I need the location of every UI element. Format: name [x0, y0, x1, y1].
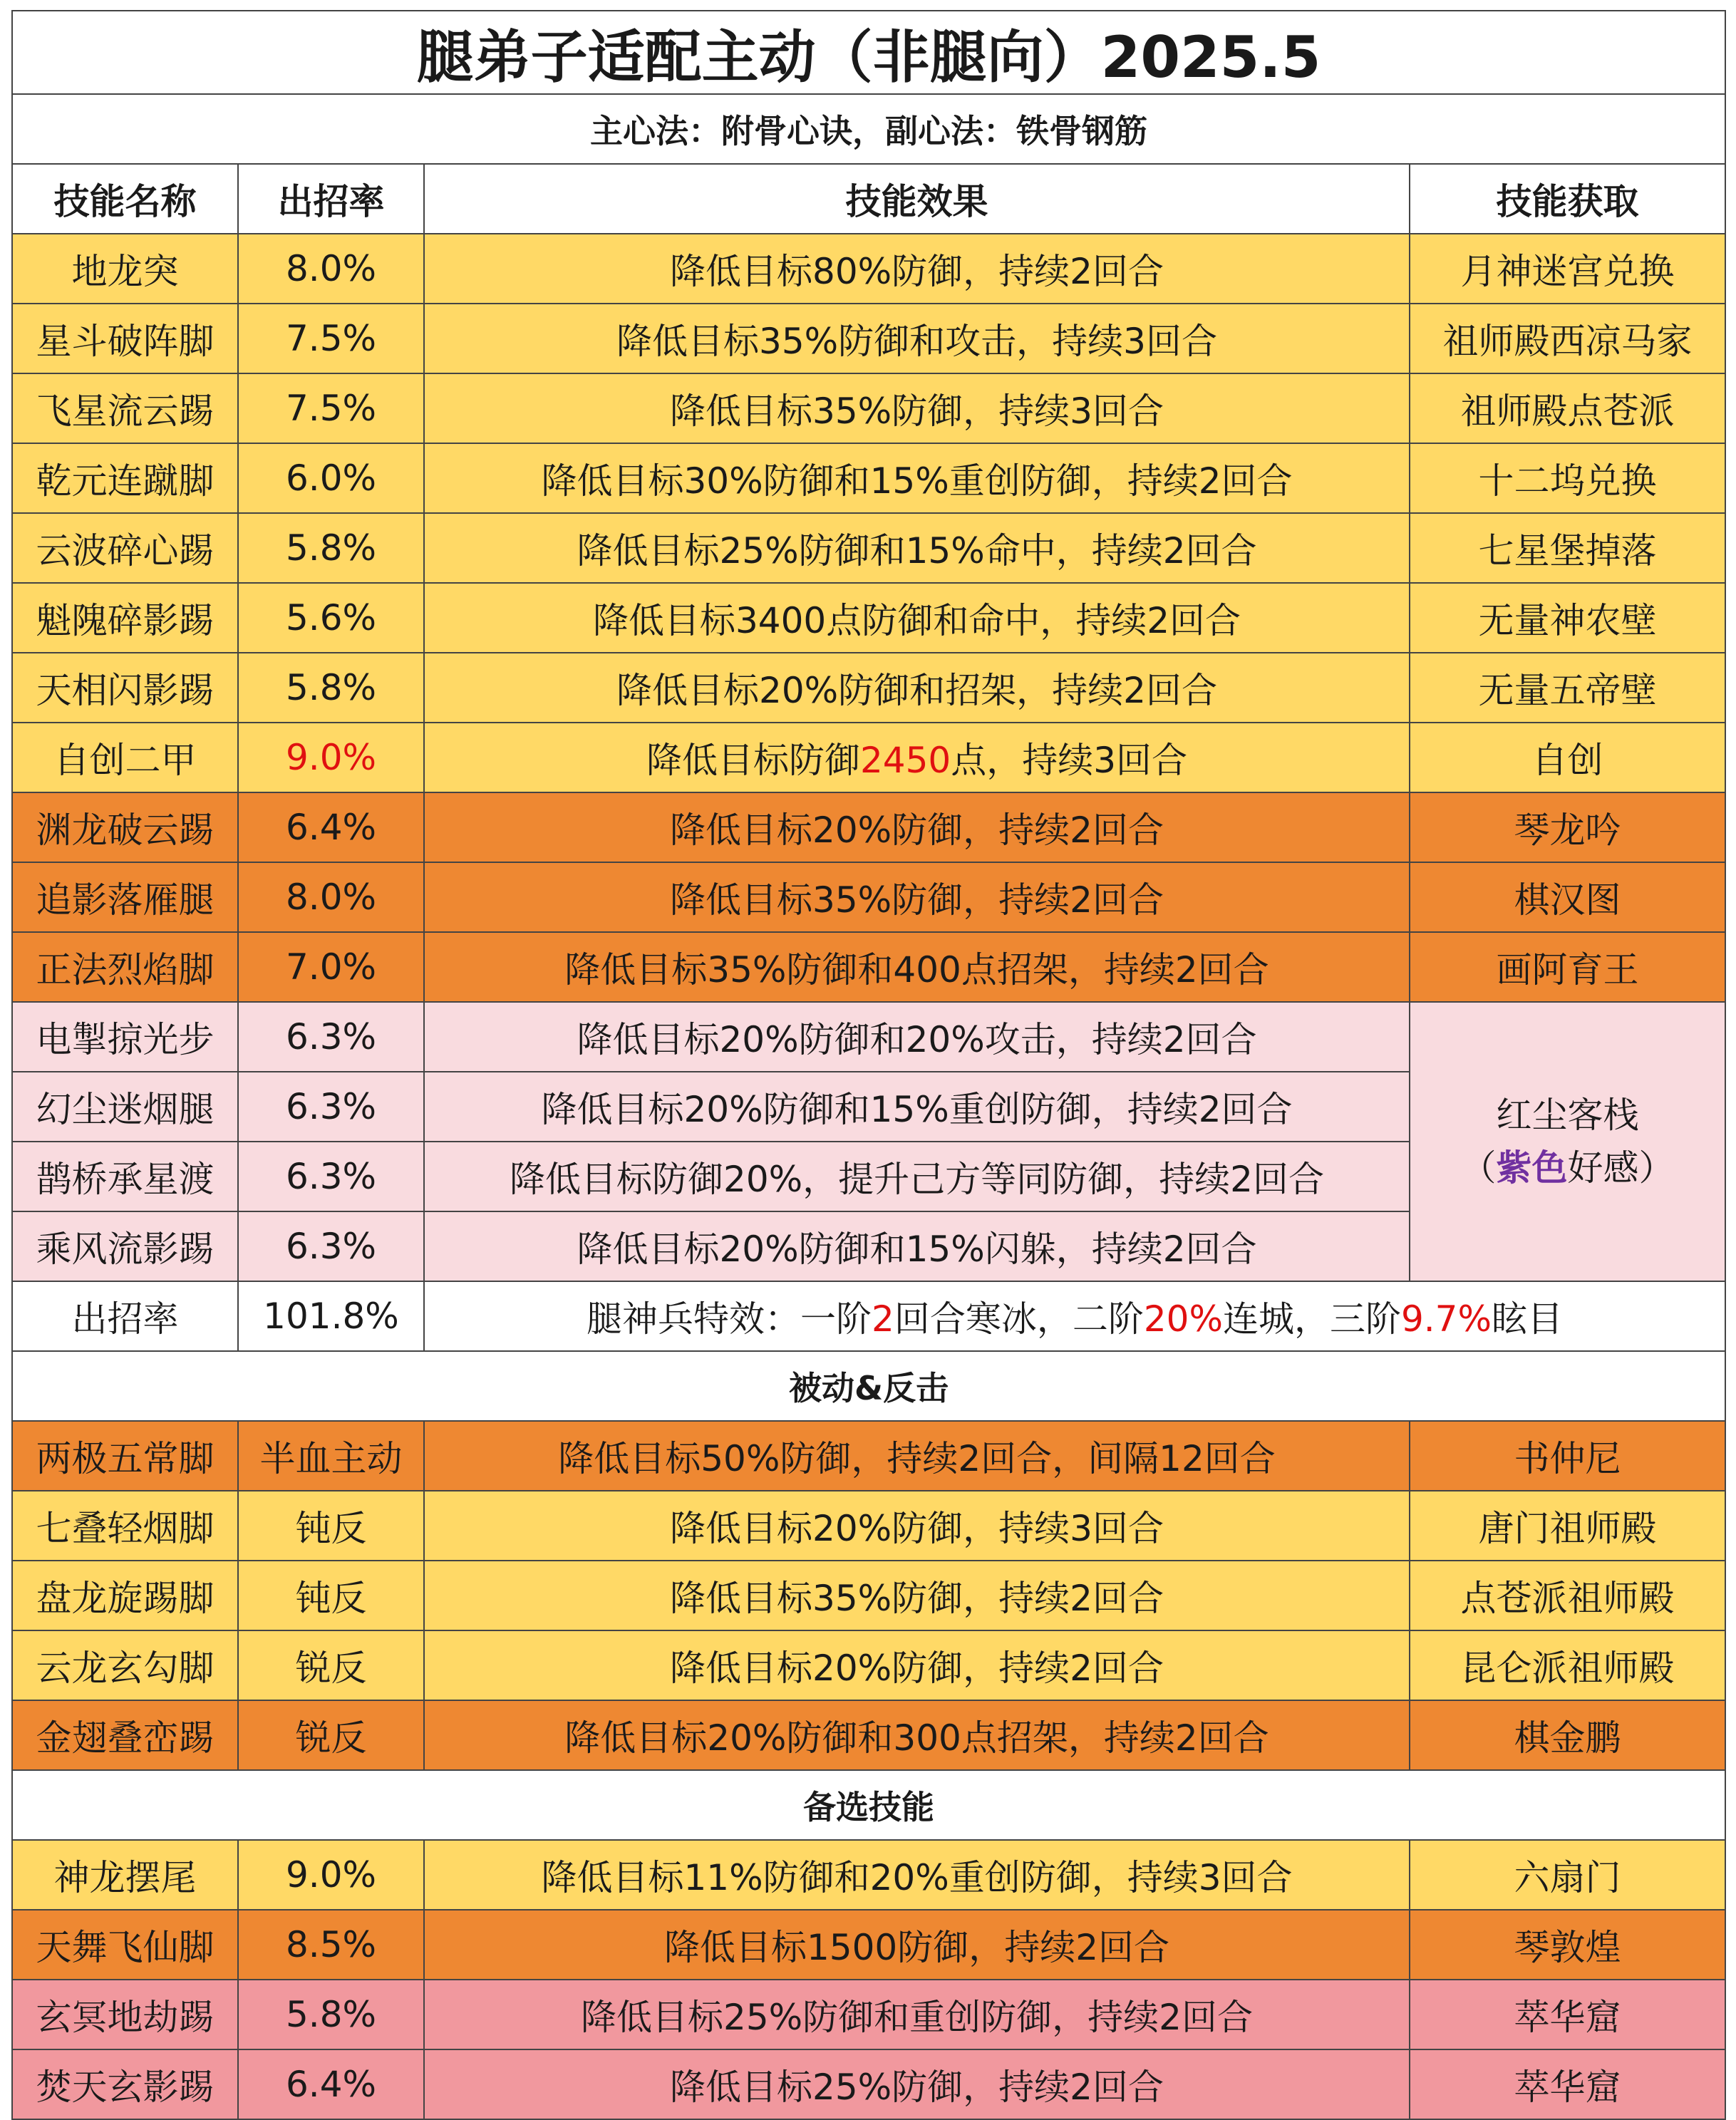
skill-rate: 5.8%: [238, 513, 424, 583]
skill-effect: 降低目标35%防御和400点招架，持续2回合: [424, 932, 1410, 1002]
table-row: [12, 2049, 1725, 2119]
skill-effect: 降低目标35%防御，持续2回合: [424, 862, 1410, 932]
skill-name: 云波碎心踢: [12, 513, 238, 583]
skill-name: 金翅叠峦踢: [12, 1700, 238, 1770]
total-label: 出招率: [12, 1281, 238, 1351]
skill-rate-highlight: 9.0%: [238, 723, 424, 792]
skill-name: 云龙玄勾脚: [12, 1630, 238, 1700]
skill-effect: 降低目标25%防御和15%命中，持续2回合: [424, 513, 1410, 583]
skill-name: 追影落雁腿: [12, 862, 238, 932]
header-rate: 出招率: [238, 164, 424, 234]
weapon-effect-highlight: 2: [872, 1298, 894, 1340]
skill-name: 天舞飞仙脚: [12, 1910, 238, 1980]
skill-source: 棋汉图: [1410, 862, 1725, 932]
skill-name: 星斗破阵脚: [12, 304, 238, 373]
skill-name: 飞星流云踢: [12, 373, 238, 443]
skill-rate: 8.0%: [238, 234, 424, 304]
skill-name: 两极五常脚: [12, 1421, 238, 1491]
skill-name: 乾元连蹴脚: [12, 443, 238, 513]
skill-effect: 降低目标20%防御，持续2回合: [424, 1630, 1410, 1700]
skill-effect: 降低目标20%防御，持续3回合: [424, 1491, 1410, 1561]
weapon-effect-highlight: 20%: [1143, 1298, 1223, 1340]
skill-name: 盘龙旋踢脚: [12, 1561, 238, 1630]
skill-rate: 6.3%: [238, 1072, 424, 1142]
skill-effect: 降低目标35%防御和攻击，持续3回合: [424, 304, 1410, 373]
skill-rate: 钝反: [238, 1491, 424, 1561]
skill-name: 七叠轻烟脚: [12, 1491, 238, 1561]
header-effect: 技能效果: [424, 164, 1410, 234]
skill-rate: 7.5%: [238, 304, 424, 373]
table-row: [12, 1421, 1725, 1491]
table-row: [12, 1840, 1725, 1910]
skill-rate: 7.5%: [238, 373, 424, 443]
table-row: [12, 1561, 1725, 1630]
skill-effect: 降低目标11%防御和20%重创防御，持续3回合: [424, 1840, 1410, 1910]
skill-source: 自创: [1410, 723, 1725, 792]
skill-source: 琴龙吟: [1410, 792, 1725, 862]
effect-text: 降低目标防御: [646, 740, 860, 781]
skill-effect: 降低目标30%防御和15%重创防御，持续2回合: [424, 443, 1410, 513]
skill-effect: 降低目标20%防御和15%重创防御，持续2回合: [424, 1072, 1410, 1142]
skill-rate: 9.0%: [238, 1840, 424, 1910]
skill-name: 自创二甲: [12, 723, 238, 792]
table-row: [12, 1002, 1725, 1072]
page-subtitle: 主心法：附骨心诀，副心法：铁骨钢筋: [12, 94, 1725, 164]
effect-highlight: 2450: [859, 740, 951, 781]
skill-effect: 降低目标防御20%，提升己方等同防御，持续2回合: [424, 1142, 1410, 1211]
skill-rate: 6.3%: [238, 1002, 424, 1072]
skill-name: 乘风流影踢: [12, 1211, 238, 1281]
skill-source: 棋金鹏: [1410, 1700, 1725, 1770]
skill-source: 昆仑派祖师殿: [1410, 1630, 1725, 1700]
skill-source: 书仲尼: [1410, 1421, 1725, 1491]
skill-effect: 降低目标80%防御，持续2回合: [424, 234, 1410, 304]
merged-source-line1: 红尘客栈: [1496, 1095, 1639, 1136]
skill-effect: 降低目标20%防御和招架，持续2回合: [424, 653, 1410, 723]
skill-rate: 5.8%: [238, 653, 424, 723]
table-row: [12, 862, 1725, 932]
table-row: [12, 1980, 1725, 2049]
skill-rate: 5.8%: [238, 1980, 424, 2049]
table-row: [12, 373, 1725, 443]
merged-source-after: 好感）: [1567, 1147, 1675, 1189]
skill-effect: 降低目标20%防御和15%闪躲，持续2回合: [424, 1211, 1410, 1281]
table-row: [12, 443, 1725, 513]
page-title: 腿弟子适配主动（非腿向）2025.5: [12, 11, 1725, 94]
weapon-effect: [424, 1281, 1725, 1351]
skill-source: 祖师殿点苍派: [1410, 373, 1725, 443]
skill-rate: 半血主动: [238, 1421, 424, 1491]
skill-name: 正法烈焰脚: [12, 932, 238, 1002]
skill-rate: 6.3%: [238, 1211, 424, 1281]
table-row: [12, 583, 1725, 653]
skill-effect: 降低目标20%防御，持续2回合: [424, 792, 1410, 862]
skill-effect: 降低目标3400点防御和命中，持续2回合: [424, 583, 1410, 653]
skill-source: 无量五帝壁: [1410, 653, 1725, 723]
total-value: 101.8%: [238, 1281, 424, 1351]
table-row: [12, 304, 1725, 373]
skill-name: 地龙突: [12, 234, 238, 304]
skill-name: 神龙摆尾: [12, 1840, 238, 1910]
skill-rate: 5.6%: [238, 583, 424, 653]
skill-source: 十二坞兑换: [1410, 443, 1725, 513]
skill-rate: 6.4%: [238, 2049, 424, 2119]
section-title-backup: 备选技能: [12, 1770, 1725, 1840]
total-row: [12, 1281, 1725, 1351]
skill-effect: 降低目标25%防御和重创防御，持续2回合: [424, 1980, 1410, 2049]
table-row: [12, 513, 1725, 583]
effect-text: 点，持续3回合: [951, 740, 1188, 781]
weapon-effect-text: 眩目: [1492, 1298, 1563, 1340]
skill-source: 月神迷宫兑换: [1410, 234, 1725, 304]
skill-source: 无量神农壁: [1410, 583, 1725, 653]
header-source: 技能获取: [1410, 164, 1725, 234]
skill-source: 画阿育王: [1410, 932, 1725, 1002]
skill-effect: [424, 723, 1410, 792]
skill-source: 琴敦煌: [1410, 1910, 1725, 1980]
skill-source: 萃华窟: [1410, 1980, 1725, 2049]
table-row: [12, 792, 1725, 862]
merged-source-highlight: 紫色: [1496, 1147, 1568, 1189]
skill-name: 电掣掠光步: [12, 1002, 238, 1072]
header-skill-name: 技能名称: [12, 164, 238, 234]
skill-rate: 6.0%: [238, 443, 424, 513]
skill-rate: 锐反: [238, 1630, 424, 1700]
section-title-passive: 被动&反击: [12, 1351, 1725, 1421]
skill-effect: 降低目标20%防御和300点招架，持续2回合: [424, 1700, 1410, 1770]
skill-name: 鹊桥承星渡: [12, 1142, 238, 1211]
table-row: [12, 1630, 1725, 1700]
skill-source: 祖师殿西凉马家: [1410, 304, 1725, 373]
weapon-effect-highlight: 9.7%: [1400, 1298, 1492, 1340]
skill-effect: 降低目标25%防御，持续2回合: [424, 2049, 1410, 2119]
skill-table: [11, 10, 1726, 2120]
weapon-effect-text: 连城，三阶: [1222, 1298, 1401, 1340]
table-row: [12, 723, 1725, 792]
skill-source: 六扇门: [1410, 1840, 1725, 1910]
table-row: [12, 234, 1725, 304]
skill-rate: 8.0%: [238, 862, 424, 932]
skill-name: 玄冥地劫踢: [12, 1980, 238, 2049]
merged-source-cell: [1410, 1002, 1725, 1281]
table-row: [12, 932, 1725, 1002]
skill-effect: 降低目标35%防御，持续2回合: [424, 1561, 1410, 1630]
table-row: [12, 653, 1725, 723]
weapon-effect-text: 回合寒冰，二阶: [894, 1298, 1144, 1340]
table-row: [12, 1700, 1725, 1770]
skill-source: 唐门祖师殿: [1410, 1491, 1725, 1561]
skill-rate: 8.5%: [238, 1910, 424, 1980]
skill-name: 焚天玄影踢: [12, 2049, 238, 2119]
skill-rate: 7.0%: [238, 932, 424, 1002]
skill-rate: 钝反: [238, 1561, 424, 1630]
skill-rate: 6.3%: [238, 1142, 424, 1211]
table-row: [12, 1910, 1725, 1980]
skill-effect: 降低目标50%防御，持续2回合，间隔12回合: [424, 1421, 1410, 1491]
skill-name: 渊龙破云踢: [12, 792, 238, 862]
skill-rate: 锐反: [238, 1700, 424, 1770]
weapon-effect-text: 腿神兵特效：一阶: [587, 1298, 872, 1340]
table-row: [12, 1491, 1725, 1561]
skill-rate: 6.4%: [238, 792, 424, 862]
skill-name: 魁隗碎影踢: [12, 583, 238, 653]
skill-effect: 降低目标35%防御，持续3回合: [424, 373, 1410, 443]
merged-source-paren: （: [1460, 1147, 1497, 1189]
skill-name: 幻尘迷烟腿: [12, 1072, 238, 1142]
skill-source: 萃华窟: [1410, 2049, 1725, 2119]
skill-name: 天相闪影踢: [12, 653, 238, 723]
skill-source: 七星堡掉落: [1410, 513, 1725, 583]
skill-source: 点苍派祖师殿: [1410, 1561, 1725, 1630]
skill-effect: 降低目标1500防御，持续2回合: [424, 1910, 1410, 1980]
skill-effect: 降低目标20%防御和20%攻击，持续2回合: [424, 1002, 1410, 1072]
